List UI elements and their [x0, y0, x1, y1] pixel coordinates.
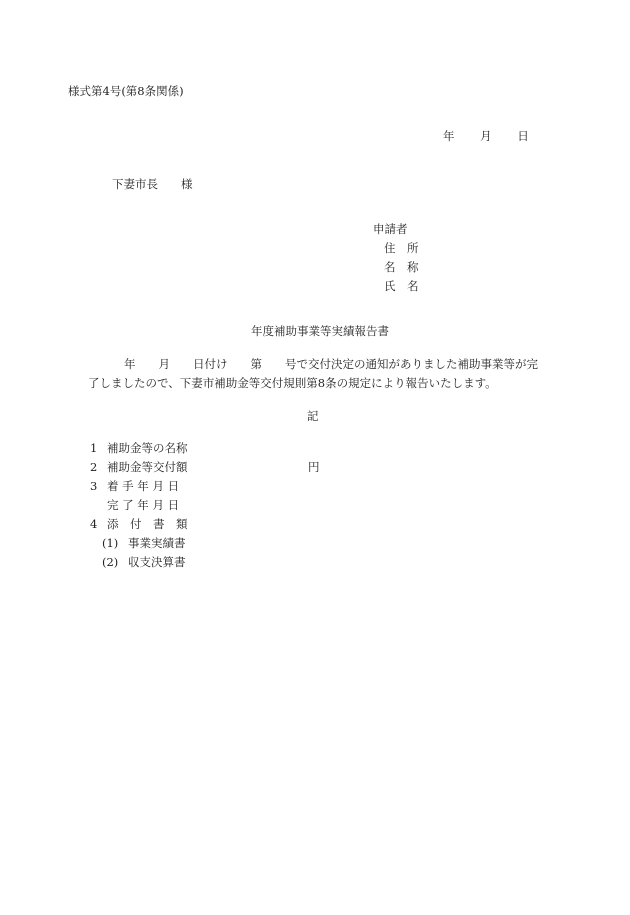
item-1-number: 1	[90, 441, 98, 455]
attachment-1-label: 事業実績書	[128, 536, 186, 550]
item-4-label: 添 付 書 類	[107, 517, 188, 531]
item-2-label: 補助金等交付額	[107, 460, 188, 474]
document-title: 年度補助事業等実績報告書	[251, 324, 389, 338]
applicant-name-label: 氏 名	[384, 279, 419, 293]
addressee: 下妻市長 様	[112, 177, 193, 191]
item-1-label: 補助金等の名称	[107, 441, 188, 455]
date-line	[443, 129, 529, 143]
date-month: 月	[480, 129, 492, 143]
applicant-title-label: 名 称	[384, 260, 419, 274]
attachment-2-number: (2)	[102, 555, 119, 569]
date-year: 年	[443, 129, 455, 143]
date-day: 日	[517, 129, 529, 143]
item-2-number: 2	[90, 460, 98, 474]
form-number: 様式第4号(第8条関係)	[68, 84, 184, 98]
item-2-unit: 円	[308, 460, 320, 474]
applicant-address-label: 住 所	[384, 241, 419, 255]
item-3-label-start: 着 手 年 月 日	[107, 479, 180, 493]
attachment-2-label: 収支決算書	[128, 555, 186, 569]
body-line-1: 年 月 日付け 第 号で交付決定の通知がありました補助事業等が完	[124, 357, 538, 371]
applicant-heading: 申請者	[373, 222, 408, 236]
ki-heading: 記	[307, 409, 319, 423]
item-3-number: 3	[90, 479, 98, 493]
item-4-number: 4	[90, 517, 98, 531]
body-line-2: 了しましたので、下妻市補助金等交付規則第8条の規定により報告いたします。	[88, 376, 497, 390]
attachment-1-number: (1)	[102, 536, 119, 550]
item-3-label-end: 完 了 年 月 日	[107, 498, 180, 512]
